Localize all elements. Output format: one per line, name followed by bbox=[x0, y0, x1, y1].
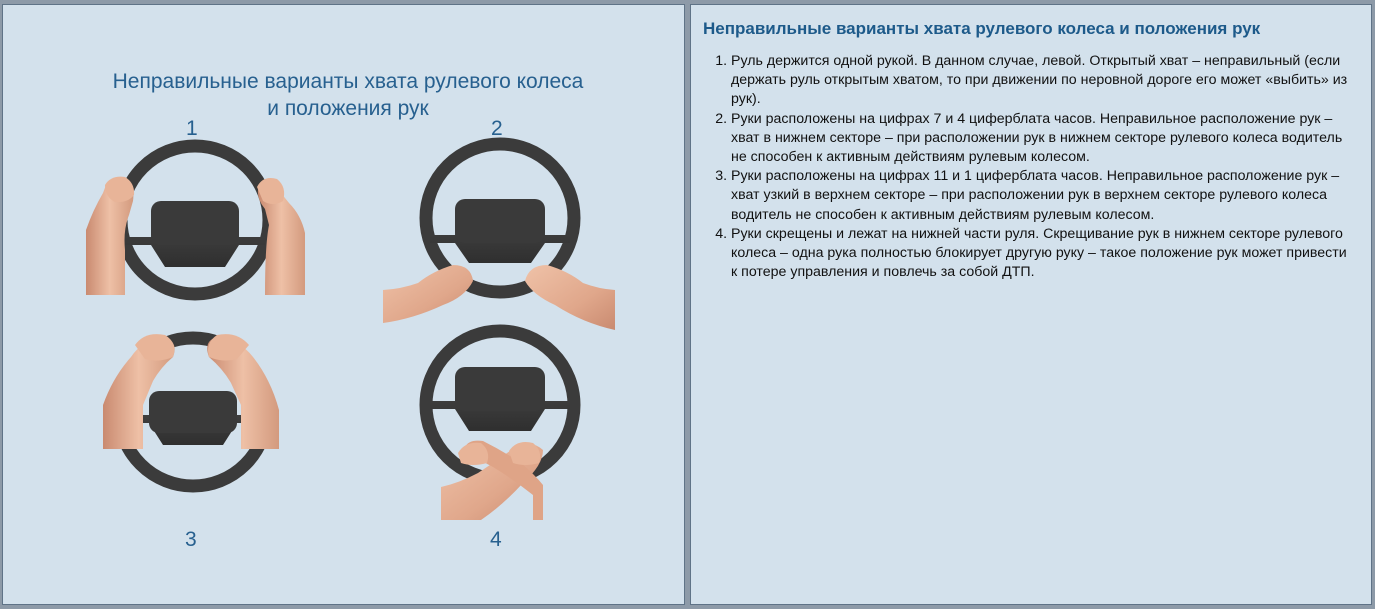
wheel-1 bbox=[121, 146, 269, 294]
list-item: 2. Руки расположены на цифрах 7 и 4 циферблата часов. Неправильное расположение рук – хват в нижнем секторе – при расположении рук в нижнем секторе рулевого колеса водитель не способен к активным действиям рулевым колесом. bbox=[731, 110, 1351, 168]
wheel-4-crossed-hands bbox=[441, 441, 543, 520]
label-1: 1 bbox=[186, 117, 198, 140]
label-3: 3 bbox=[185, 528, 197, 551]
text-panel bbox=[690, 4, 1372, 605]
list-item: 1. Руль держится одной рукой. В данном случае, левой. Открытый хват – неправильный (если держать руль открытым хватом, то при движении по неровной дороге его может «выбить» из рук). bbox=[731, 52, 1351, 110]
figure-title-line-2: и положения рук bbox=[267, 97, 429, 120]
illustration-panel bbox=[2, 4, 685, 605]
list-item: 3. Руки расположены на цифрах 11 и 1 циферблата часов. Неправильное расположение рук – хват узкий в верхнем секторе – при расположении рук в верхнем секторе рулевого колеса водитель не способен к активным действиям рулевым колесом. bbox=[731, 167, 1351, 225]
label-4: 4 bbox=[490, 528, 502, 551]
list-item: 4. Руки скрещены и лежат на нижней части руля. Скрещивание рук в нижнем секторе рулевого колеса – одна рука полностью блокирует другую руку – такое положение рук может привести к потере управления и повлечь за собой ДТП. bbox=[731, 225, 1351, 283]
wheel-2-left-hand bbox=[383, 265, 473, 323]
label-2: 2 bbox=[491, 117, 503, 140]
figure-title-line-1: Неправильные варианты хвата рулевого колеса bbox=[112, 70, 584, 93]
article-list bbox=[691, 52, 1351, 282]
article-title: Неправильные варианты хвата рулевого колеса и положения рук bbox=[703, 19, 1261, 38]
steering-wheels-illustration bbox=[3, 5, 684, 604]
wheel-2-right-hand bbox=[525, 265, 615, 330]
